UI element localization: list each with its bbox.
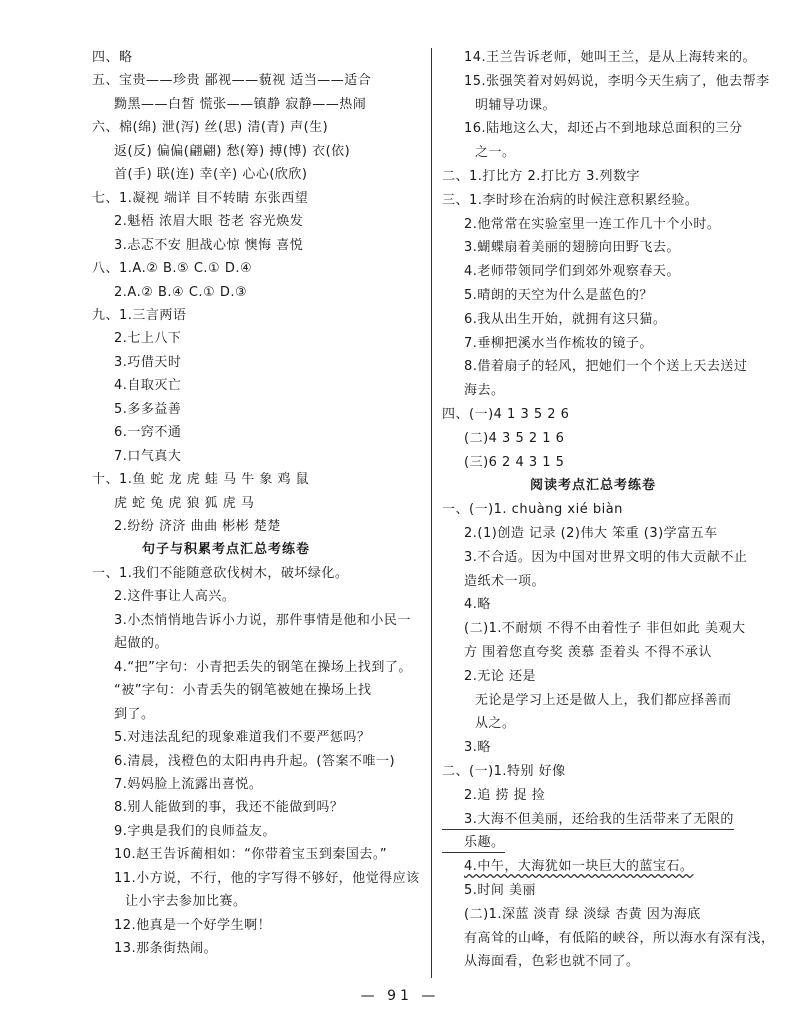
answer-line: 到了。 [114,706,155,722]
answer-line: 7.垂柳把溪水当作梳妆的镜子。 [464,335,653,351]
answer-line: 有高耸的山峰，有低陷的峡谷，所以海水有深有浅， [464,930,775,946]
answer-line: 4.略 [464,597,491,613]
answer-line: 7.口气真大 [114,448,182,464]
page-number: — 91 — [360,988,440,1004]
answer-line: 8.借着扇子的轻风，把她们一个个送上天去送过 [464,359,748,375]
answer-line: 3.大海不但美丽，还给我的生活带来了无限的 [442,812,734,830]
answer-line: 一、(一)1. chuàng xié biàn [442,502,623,518]
answer-line: 6.我从出生开始，就拥有这只猫。 [464,311,667,327]
answer-line: 让小宇去参加比赛。 [125,894,247,910]
answer-line: 黝黑——白皙 慌张——镇静 寂静——热闹 [114,96,367,112]
answer-line: 3.不合适。因为中国对世界文明的伟大贡献不止 [464,549,748,565]
answer-line: 明辅导功课。 [475,97,557,113]
answer-line: 4.“把”字句：小青把丢失的钢笔在操场上找到了。 [114,659,412,675]
answer-line: 15.张强笑着对妈妈说，李明今天生病了，他去帮李 [464,73,770,89]
answer-line: 5.多多益善 [114,401,182,417]
answer-line: (二)1.深蓝 淡青 绿 淡绿 杏黄 因为海底 [464,906,701,922]
answer-line: 从之。 [475,716,516,732]
answer-line: 2.这件事让人高兴。 [114,589,236,605]
answer-line: (三)6 2 4 3 1 5 [464,454,565,470]
answer-line: 16.陆地这么大，却还占不到地球总面积的三分 [464,121,743,137]
answer-line: 无论是学习上还是做人上，我们都应择善而 [475,692,732,708]
answer-line: 2.A.② B.④ C.① D.③ [114,284,248,300]
column-divider [431,48,432,978]
answer-line: 十、1.鱼 蛇 龙 虎 蛙 马 牛 象 鸡 鼠 [92,472,310,488]
answer-line: 6.清晨，浅橙色的太阳冉冉升起。(答案不唯一) [114,753,396,769]
answer-line: 二、1.打比方 2.打比方 3.列数字 [442,169,640,184]
answer-line: 4.自取灭亡 [114,378,182,394]
answer-line: 海去。 [464,383,505,399]
answer-line: 之一。 [475,145,516,161]
section-title: 句子与积累考点汇总考练卷 [142,542,311,558]
answer-line: 2.无论 还是 [464,668,537,684]
answer-line: 一、1.我们不能随意砍伐树木，破坏绿化。 [92,565,349,581]
answer-line: 13.那条街热闹。 [114,941,218,957]
answer-line: 五、宝贵——珍贵 鄙视——藐视 适当——适合 [92,73,372,89]
answer-line: 4.中午，大海犹如一块巨大的蓝宝石。 [464,859,694,875]
answer-line: 造纸术一项。 [464,573,546,589]
answer-line: 六、棉(绵) 泄(泻) 丝(思) 清(青) 声(生) [92,120,329,136]
answer-line: 2.纷纷 济济 曲曲 彬彬 楚楚 [114,519,281,534]
answer-line: 3.蝴蝶扇着美丽的翅膀向田野飞去。 [464,240,680,256]
answer-line: 三、1.李时珍在治病的时候注意积累经验。 [442,192,699,208]
answer-line: 5.对违法乱纪的现象难道我们不要严惩吗？ [114,730,371,746]
answer-line: 11.小方说，不行，他的字写得不够好，他觉得应该 [114,870,420,886]
answer-line: 起做的。 [114,636,169,652]
answer-line: 14.王兰告诉老师，她叫王兰，是从上海转来的。 [464,50,757,65]
answer-line: 二、(一)1.特别 好像 [442,764,566,779]
answer-line: (二)1.不耐烦 不得不由着性子 非但如此 美观大 [464,621,746,637]
section-title: 阅读考点汇总考练卷 [530,478,657,494]
answer-line: 2.他常常在实验室里一连工作几十个小时。 [464,216,721,232]
answer-line: 首(手) 联(连) 幸(辛) 心心(欣欣) [114,167,308,183]
answer-line: “被”字句：小青丢失的钢笔被她在操场上找 [114,683,372,699]
answer-line: 七、1.凝视 端详 目不转睛 东张西望 [92,190,309,206]
answer-line: 2.七上八下 [114,331,182,347]
answer-line: 四、(一)4 1 3 5 2 6 [442,407,570,422]
answer-line: 5.时间 美丽 [464,883,537,898]
answer-line: 3.巧借天时 [114,354,182,370]
answer-line: 5.晴朗的天空为什么是蓝色的？ [464,288,653,303]
answer-line: 4.老师带领同学们到郊外观察春天。 [464,264,680,280]
answer-line: 2.(1)创造 记录 (2)伟大 笨重 (3)学富五车 [464,526,718,541]
answer-line: 虎 蛇 兔 虎 狼 狐 虎 马 [114,495,255,511]
answer-line: 3.略 [464,740,491,756]
answer-line: 返(反) 偏偏(翩翩) 愁(筹) 搏(博) 衣(依) [114,143,351,159]
answer-line: 从海面看，色彩也就不同了。 [464,954,640,970]
answer-line: 2.追 捞 捉 捡 [464,787,546,803]
answer-line: 四、略 [92,50,133,65]
answer-line: 方 围着您直夸奖 羡慕 歪着头 不得不承认 [464,645,713,660]
answer-line: 八、1.A.② B.⑤ C.① D.④ [92,261,253,277]
answer-line: 2.魁梧 浓眉大眼 苍老 容光焕发 [114,214,304,230]
answer-line: 10.赵王告诉蔺相如：“你带着宝玉到秦国去。” [114,847,388,863]
answer-line: (二)4 3 5 2 1 6 [464,430,565,446]
answer-line: 3.忐忑不安 胆战心惊 懊悔 喜悦 [114,237,304,253]
answer-line: 3.小杰悄悄地告诉小力说，那件事情是他和小民一 [114,612,411,628]
answer-line: 7.妈妈脸上流露出喜悦。 [114,776,263,792]
answer-line: 乐趣。 [442,835,505,853]
answer-line: 九、1.三言两语 [92,307,187,323]
answer-line: 8.别人能做到的事，我还不能做到吗？ [114,800,344,816]
answer-line: 12.他真是一个好学生啊！ [114,917,272,933]
answer-line: 9.字典是我们的良师益友。 [114,823,276,839]
answer-line: 6.一窍不通 [114,425,182,441]
